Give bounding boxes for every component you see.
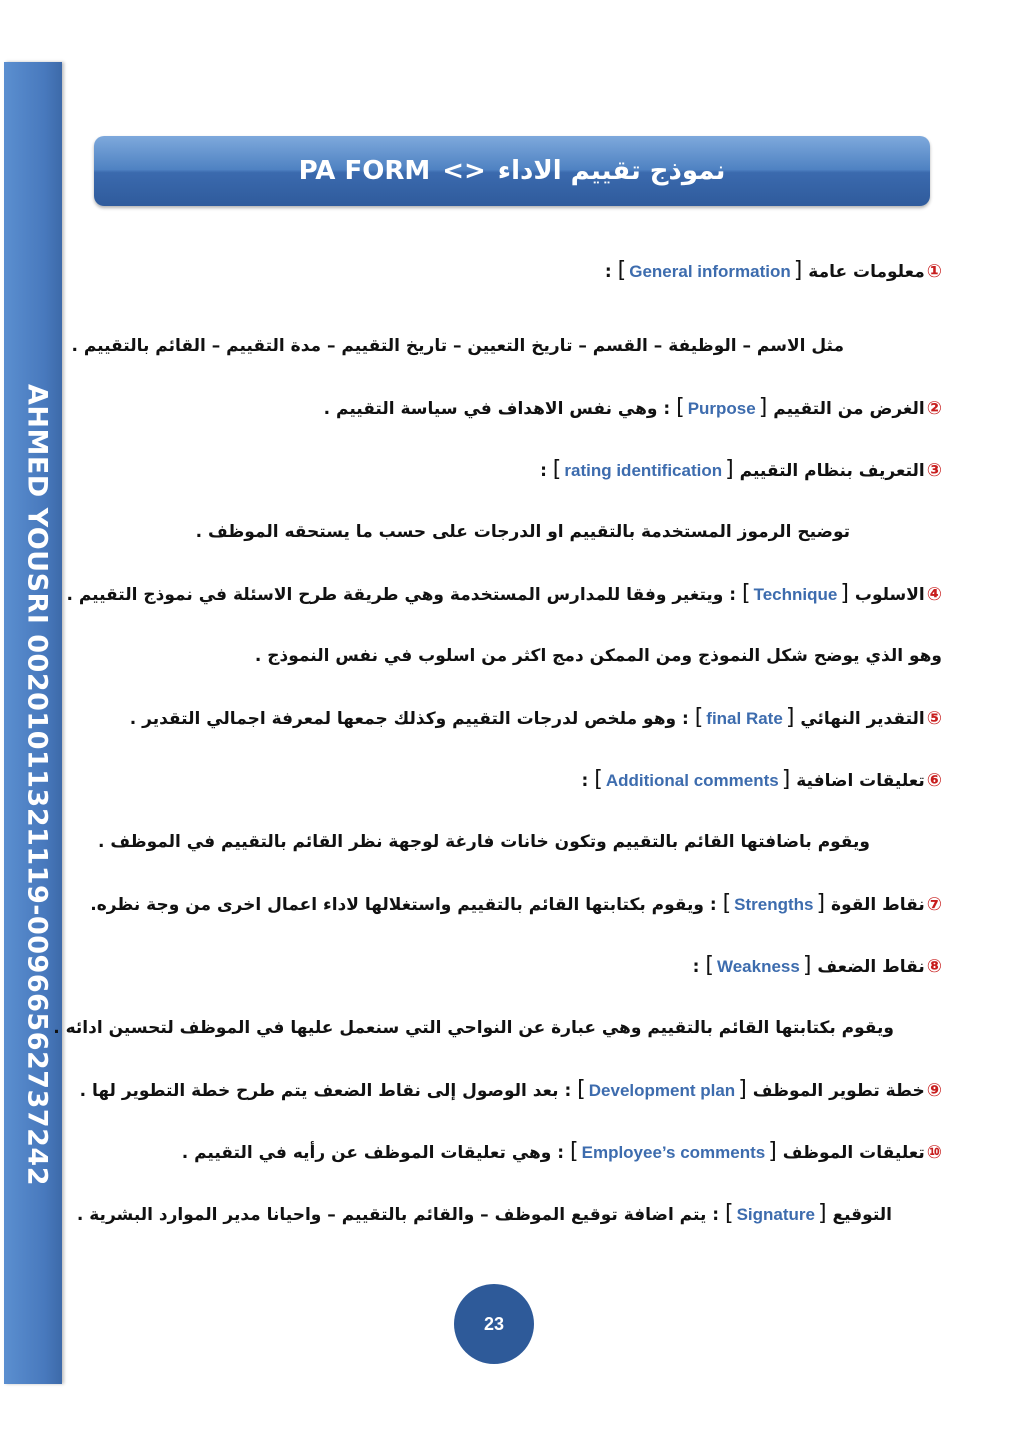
item-text: : وهي تعليقات الموظف عن رأيه في التقييم . (181, 1143, 565, 1163)
list-item: ①معلومات عامة [General information] : (604, 258, 942, 283)
item-text: : (540, 461, 547, 481)
list-item-detail (96, 641, 942, 671)
item-label: تعليقات اضافية (796, 771, 925, 791)
item-number: ⑧ (926, 956, 942, 977)
item-text: توضيح الرموز المستخدمة بالتقييم او الدرجات على حسب ما يستحقه الموظف . (195, 522, 850, 542)
item-label: التقدير النهائي (800, 709, 925, 729)
list-item: ⑥تعليقات اضافية [Additional comments] : (581, 767, 942, 792)
list-item: ⑦نقاط القوة [Strengths] : ويقوم بكتابتها القائم بالتقييم واستغلالها لاداء اعمال اخرى من وجة نظره. (90, 891, 942, 916)
item-english-term: Additional comments (605, 771, 779, 790)
item-text: : ويتغير وفقا للمدارس المستخدمة وهي طريقة طرح الاسئلة في نموذج التقييم . (66, 585, 737, 605)
title-arabic: نموذج تقييم الاداء (497, 156, 726, 186)
list-item: ③التعريف بنظام التقييم [rating identification] : (540, 457, 942, 482)
item-number: ④ (926, 584, 942, 605)
item-label: نقاط الضعف (817, 957, 925, 977)
sidebar-strip (4, 62, 62, 1384)
list-item: ⑨خطة تطوير الموظف [Development plan] : بعد الوصول إلى نقاط الضعف يتم طرح خطة التطوير لها . (79, 1077, 942, 1102)
page-number (454, 1284, 534, 1364)
item-label: نقاط القوة (831, 895, 925, 915)
item-english-term: General information (629, 262, 791, 281)
page-number-text: 23 (483, 1313, 505, 1334)
item-text: : (604, 262, 612, 282)
item-english-term: Purpose (687, 399, 756, 418)
item-label: معلومات عامة (808, 262, 925, 282)
item-text: : وهو ملخص لدرجات التقييم وكذلك جمعها لمعرفة اجمالي التقدير . (129, 709, 689, 729)
item-number: ⑦ (926, 894, 942, 915)
list-item-detail (96, 517, 850, 547)
item-text: : ويقوم بكتابتها القائم بالتقييم واستغلالها لاداء اعمال اخرى من وجة نظره. (90, 895, 717, 915)
item-text: ويقوم باضافتها القائم بالتقييم وتكون خانات فارغة لوجهة نظر القائم بالتقييم في الموظف . (97, 832, 870, 852)
item-english-term: rating identification (564, 461, 723, 480)
list-item-detail (71, 331, 844, 361)
item-number: ③ (926, 460, 942, 481)
title-separator: <> (442, 156, 486, 186)
item-label: خطة تطوير الموظف (752, 1081, 925, 1101)
item-number: ② (926, 398, 942, 419)
item-text: مثل الاسم – الوظيفة – القسم – تاريخ التعيين – تاريخ التقييم – مدة التقييم – القائم بالتقييم . (71, 336, 844, 356)
list-item: ⑤التقدير النهائي [final Rate] : وهو ملخص لدرجات التقييم وكذلك جمعها لمعرفة اجمالي التقدير . (129, 705, 942, 730)
item-english-term: Development plan (588, 1081, 736, 1100)
item-label: التعريف بنظام التقييم (739, 461, 925, 481)
item-text: : (581, 771, 589, 791)
item-text: : بعد الوصول إلى نقاط الضعف يتم طرح خطة التطوير لها . (79, 1081, 572, 1101)
item-number: ⑨ (926, 1080, 942, 1101)
list-item: ②الغرض من التقييم [Purpose] : وهي نفس الاهداف في سياسة التقييم . (323, 395, 942, 420)
list-item: ④الاسلوب [Technique] : ويتغير وفقا للمدارس المستخدمة وهي طريقة طرح الاسئلة في نموذج التقييم . (66, 581, 942, 606)
item-english-term: Employee’s comments (581, 1143, 766, 1162)
item-text: ويقوم بكتابتها القائم بالتقييم وهي عبارة عن النواحي التي سنعمل عليها في الموظف لتحسين ادائه . (53, 1018, 894, 1038)
item-english-term: Signature (736, 1205, 815, 1224)
item-english-term: final Rate (706, 709, 783, 728)
page-title (94, 136, 930, 206)
list-item-detail (96, 827, 870, 857)
item-number: ⑥ (926, 770, 942, 791)
list-item: التوقيع [Signature] : يتم اضافة توقيع الموظف – والقائم بالتقييم – واحيانا مدير الموارد البشرية . (76, 1201, 892, 1226)
list-item-detail (53, 1013, 894, 1043)
item-text: : وهي نفس الاهداف في سياسة التقييم . (323, 399, 671, 419)
list-item: ⑩تعليقات الموظف [Employee’s comments] : وهي تعليقات الموظف عن رأيه في التقييم . (181, 1139, 942, 1164)
item-english-term: Strengths (734, 895, 814, 914)
list-item: ⑧نقاط الضعف [Weakness] : (692, 953, 942, 978)
item-text: : يتم اضافة توقيع الموظف – والقائم بالتقييم – واحيانا مدير الموارد البشرية . (76, 1205, 720, 1225)
item-number: ⑩ (926, 1142, 942, 1163)
item-text: وهو الذي يوضح شكل النموذج ومن الممكن دمج اكثر من اسلوب في نفس النموذج . (254, 646, 942, 666)
item-number: ① (926, 261, 942, 282)
item-label: الاسلوب (854, 585, 925, 605)
item-english-term: Weakness (716, 957, 800, 976)
item-label: التوقيع (832, 1205, 892, 1225)
item-text: : (692, 957, 700, 977)
item-label: تعليقات الموظف (782, 1143, 925, 1163)
title-english: PA FORM (298, 156, 431, 186)
item-number: ⑤ (926, 708, 942, 729)
item-english-term: Technique (753, 585, 838, 604)
sidebar-author-contact: AHMED YOUSRI 00201011321119-00966562737242 (21, 384, 53, 1186)
item-label: الغرض من التقييم (773, 399, 925, 419)
